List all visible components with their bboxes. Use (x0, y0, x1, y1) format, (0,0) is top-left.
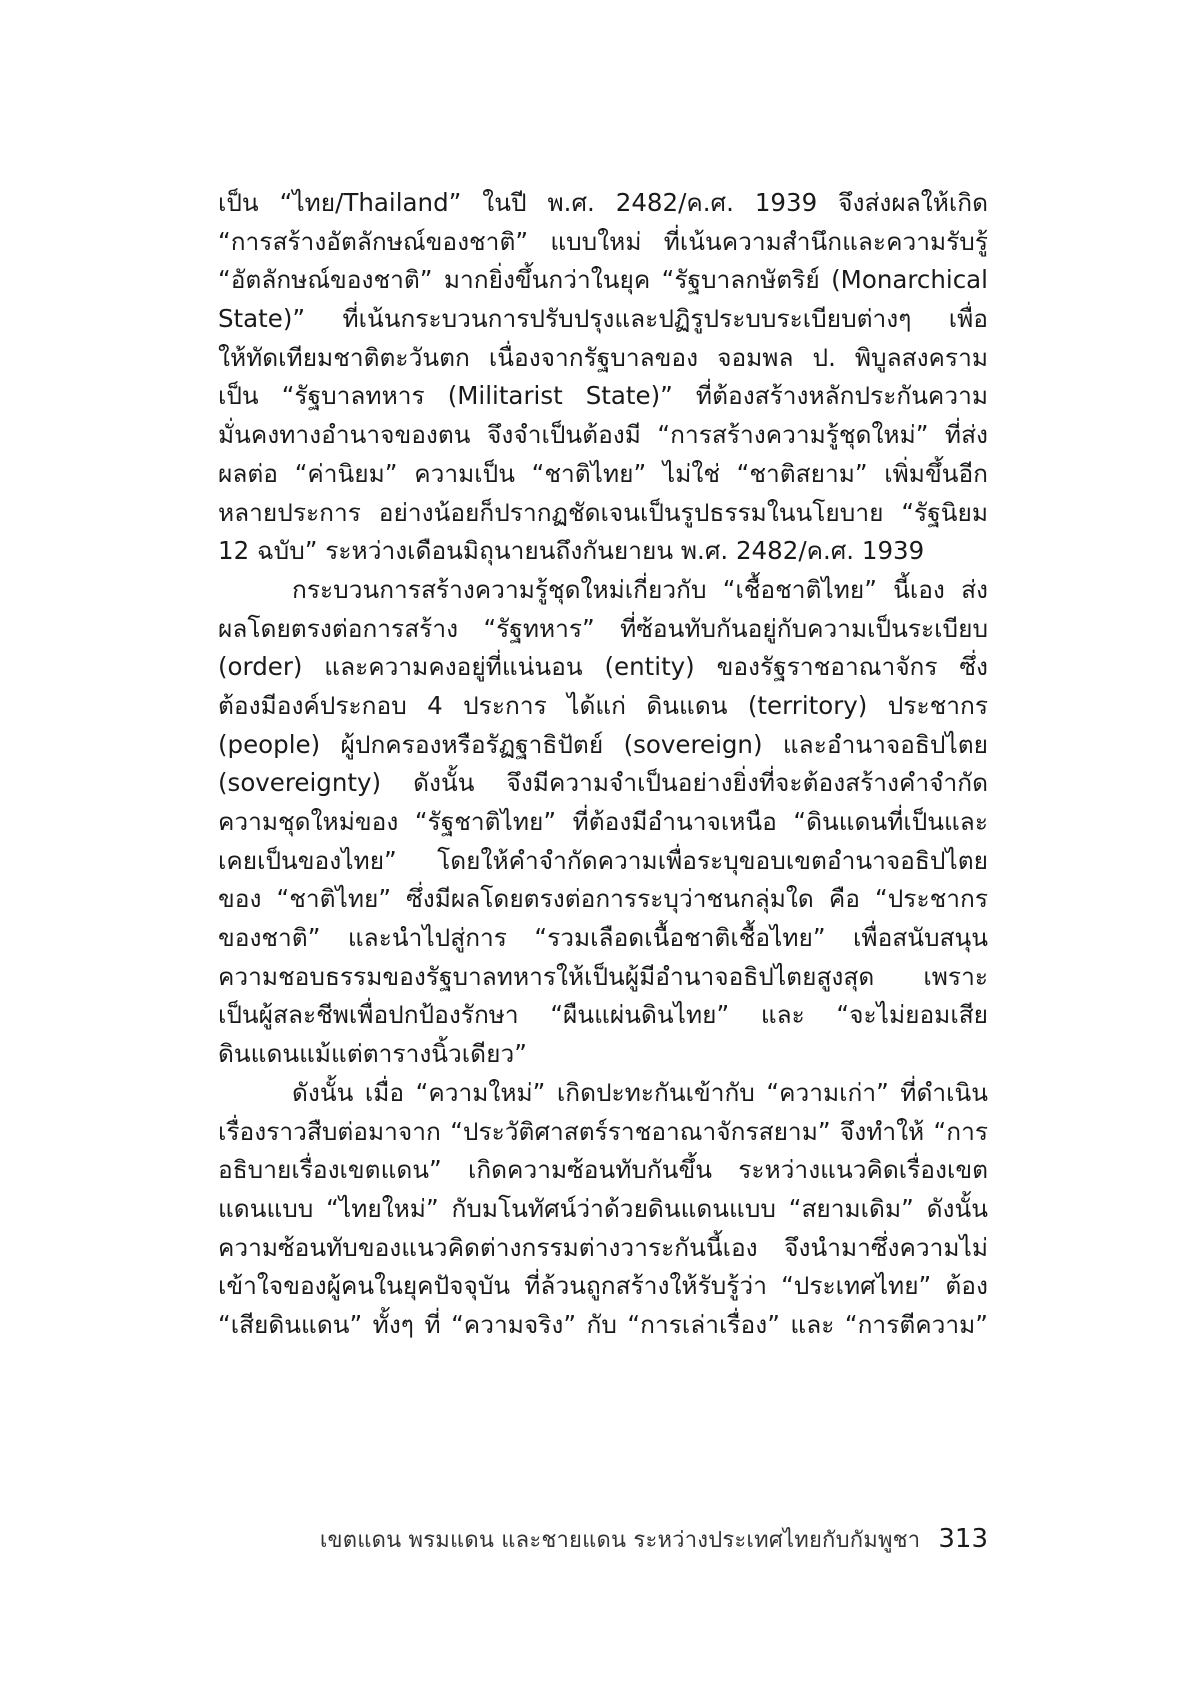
text-line: แดนแบบ “ไทยใหม่” กับมโนทัศน์ว่าด้วยดินแดนแบบ “สยามเดิม” ดังนั้น (218, 1193, 988, 1223)
text-line: 12 ฉบับ” ระหว่างเดือนมิถุนายนถึงกันยายน พ.ศ. 2482/ค.ศ. 1939 (218, 536, 925, 566)
text-line: ของ “ชาติไทย” ซึ่งมีผลโดยตรงต่อการระบุว่าชนกลุ่มใด คือ “ประชากร (218, 884, 988, 914)
text-line: ความซ้อนทับของแนวคิดต่างกรรมต่างวาระกันนี้เอง จึงนำมาซึ่งความไม่ (218, 1232, 988, 1262)
page-footer (218, 1522, 988, 1566)
text-line: เรื่องราวสืบต่อมาจาก “ประวัติศาสตร์ราชอาณาจักรสยาม” จึงทำให้ “การ (218, 1116, 988, 1146)
page-number: 313 (938, 1524, 988, 1554)
paragraph-1 (218, 184, 988, 571)
text-line: (people) ผู้ปกครองหรือรัฏฐาธิปัตย์ (sovereign) และอำนาจอธิปไตย (218, 729, 988, 759)
text-line: ดินแดนแม้แต่ตารางนิ้วเดียว” (218, 1039, 527, 1069)
text-line: ผลโดยตรงต่อการสร้าง “รัฐทหาร” ที่ซ้อนทับกันอยู่กับความเป็นระเบียบ (218, 613, 988, 643)
running-title: เขตแดน พรมแดน และชายแดน ระหว่างประเทศไทยกับกัมพูชา (319, 1528, 921, 1553)
paragraph-3 (218, 1074, 988, 1345)
text-line: ผลต่อ “ค่านิยม” ความเป็น “ชาติไทย” ไม่ใช่ “ชาติสยาม” เพิ่มขึ้นอีก (218, 458, 988, 488)
text-line: State)” ที่เน้นกระบวนการปรับปรุงและปฏิรูประบบระเบียบต่างๆ เพื่อ (218, 304, 988, 334)
text-line: ของชาติ” และนำไปสู่การ “รวมเลือดเนื้อชาติเชื้อไทย” เพื่อสนับสนุน (218, 923, 988, 953)
text-line: อธิบายเรื่องเขตแดน” เกิดความซ้อนทับกันขึ้น ระหว่างแนวคิดเรื่องเขต (218, 1155, 988, 1185)
text-line: “การสร้างอัตลักษณ์ของชาติ” แบบใหม่ ที่เน้นความสำนึกและความรับรู้ (218, 226, 988, 256)
text-line: เข้าใจของผู้คนในยุคปัจจุบัน ที่ล้วนถูกสร้างให้รับรู้ว่า “ประเทศไทย” ต้อง (218, 1271, 988, 1301)
text-line: เป็น “ไทย/Thailand” ในปี พ.ศ. 2482/ค.ศ. 1939 จึงส่งผลให้เกิด (218, 188, 988, 217)
text-line: ความชอบธรรมของรัฐบาลทหารให้เป็นผู้มีอำนาจอธิปไตยสูงสุด เพราะ (218, 961, 988, 991)
text-line: “เสียดินแดน” ทั้งๆ ที่ “ความจริง” กับ “การเล่าเรื่อง” และ “การตีความ” (218, 1309, 988, 1339)
text-line: “อัตลักษณ์ของชาติ” มากยิ่งขึ้นกว่าในยุค “รัฐบาลกษัตริย์ (Monarchical (218, 265, 988, 295)
text-line: มั่นคงทางอำนาจของตน จึงจำเป็นต้องมี “การสร้างความรู้ชุดใหม่” ที่ส่ง (218, 420, 988, 450)
text-line: เคยเป็นของไทย” โดยให้คำจำกัดความเพื่อระบุขอบเขตอำนาจอธิปไตย (218, 845, 988, 875)
text-line: เป็น “รัฐบาลทหาร (Militarist State)” ที่ต้องสร้างหลักประกันความ (218, 381, 988, 411)
body-text (218, 184, 988, 1345)
text-line: (order) และความคงอยู่ที่แน่นอน (entity) ของรัฐราชอาณาจักร ซึ่ง (218, 652, 988, 682)
text-line: ดังนั้น เมื่อ “ความใหม่” เกิดปะทะกันเข้ากับ “ความเก่า” ที่ดำเนิน (292, 1077, 988, 1107)
text-line: ให้ทัดเทียมชาติตะวันตก เนื่องจากรัฐบาลของ จอมพล ป. พิบูลสงคราม (218, 342, 988, 372)
text-line: ต้องมีองค์ประกอบ 4 ประการ ได้แก่ ดินแดน (territory) ประชากร (218, 690, 988, 720)
text-line: หลายประการ อย่างน้อยก็ปรากฏชัดเจนเป็นรูปธรรมในนโยบาย “รัฐนิยม (218, 497, 988, 527)
text-line: กระบวนการสร้างความรู้ชุดใหม่เกี่ยวกับ “เชื้อชาติไทย” นี้เอง ส่ง (292, 574, 988, 604)
text-line: เป็นผู้สละชีพเพื่อปกป้องรักษา “ผืนแผ่นดินไทย” และ “จะไม่ยอมเสีย (218, 1000, 988, 1030)
text-line: (sovereignty) ดังนั้น จึงมีความจำเป็นอย่างยิ่งที่จะต้องสร้างคำจำกัด (218, 768, 988, 798)
text-line: ความชุดใหม่ของ “รัฐชาติไทย” ที่ต้องมีอำนาจเหนือ “ดินแดนที่เป็นและ (218, 807, 988, 836)
paragraph-2 (218, 571, 988, 1074)
